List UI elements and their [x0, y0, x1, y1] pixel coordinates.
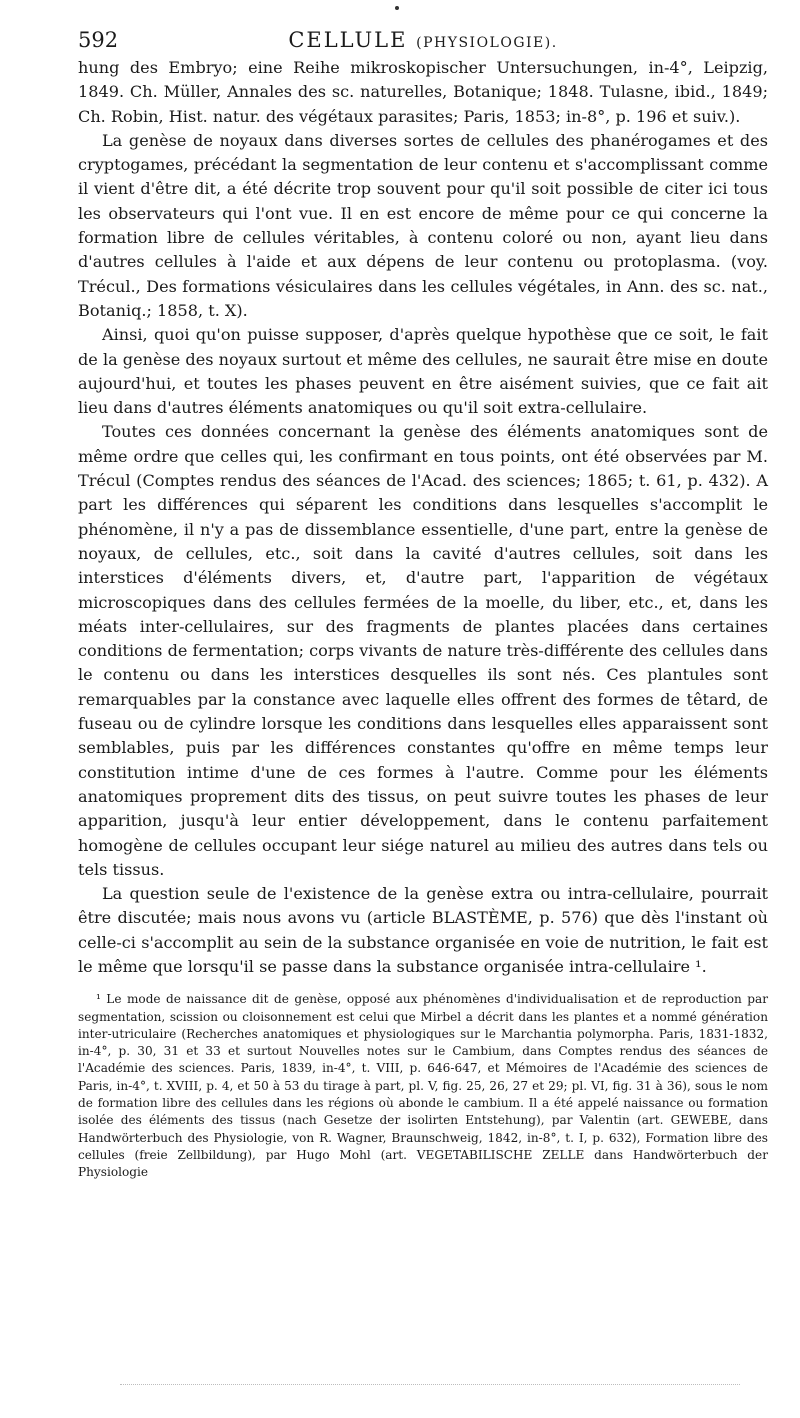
body-text — [78, 56, 768, 979]
paragraph: Toutes ces données concernant la genèse des éléments anatomiques sont de même ordre que celles qui, les confirmant en tous points, ont été observées par M. Trécul (Comptes rendus des séances de l'Acad. des sciences; 1865; t. 61, p. 432). A part les différences qui séparent les conditions dans lesquelles s'accomplit le phénomène, il n'y a pas de dissemblance essentielle, d'une part, entre la genèse de noyaux, de cellules, etc., soit dans la cavité d'autres cellules, soit dans les interstices d'éléments divers, et, d'autre part, l'apparition de végétaux microscopiques dans des cellules fermées de la moelle, du liber, etc., et, dans les méats inter-cellulaires, sur des fragments de plantes placées dans certaines conditions de fermentation; corps vivants de nature très-différente des cellules dans le contenu ou dans les interstices desquelles ils sont nés. Ces plantules sont remarquables par la constance avec laquelle elles offrent des formes de têtard, de fuseau ou de cylindre lorsque les conditions dans lesquelles elles apparaissent sont semblables, puis par les différences constantes qu'offre en même temps leur constitution intime d'une de ces formes à l'autre. Comme pour les éléments anatomiques proprement dits des tissus, on peut suivre toutes les phases de leur apparition, jusqu'à leur entier développement, dans le contenu parfaitement homogène de cellules occupant leur siége naturel au milieu des autres dans tels ou tels tissus. — [78, 422, 768, 879]
running-title — [78, 28, 768, 52]
paragraph: hung des Embryo; eine Reihe mikroskopischer Untersuchungen, in-4°, Leipzig, 1849. Ch. Müller, Annales des sc. naturelles, Botanique; 1848. Tulasne, ibid., 1849; Ch. Robin, Hist. natur. des végétaux parasites; Paris, 1853; in-8°, p. 196 et suiv.). — [78, 58, 768, 126]
paragraph: La genèse de noyaux dans diverses sortes de cellules des phanérogames et des cryptogames, précédant la segmentation de leur contenu et s'accomplissant comme il vient d'être dit, a été décrite trop souvent pour qu'il soit possible de citer ici tous les observateurs qui l'ont vue. Il en est encore de même pour ce qui concerne la formation libre de cellules véritables, à contenu coloré ou non, ayant lieu dans d'autres cellules à l'aide et aux dépens de leur contenu ou protoplasma. (voy. Trécul., Des formations vésiculaires dans les cellules végétales, in Ann. des sc. nat., Botaniq.; 1858, t. X). — [78, 130, 768, 320]
page-bottom-specks — [120, 1384, 740, 1389]
running-header — [78, 20, 768, 56]
paragraph: La question seule de l'existence de la genèse extra ou intra-cellulaire, pourrait être discutée; mais nous avons vu (article BLASTÈME, p. 576) que dès l'instant où celle-ci s'accomplit au sein de la substance organisée en voie de nutrition, le fait est le même que lorsqu'il se passe dans la substance organisée intra-cellulaire ¹. — [78, 884, 768, 976]
running-title-main: CELLULE — [288, 28, 408, 52]
ink-speck — [395, 6, 399, 10]
paragraph: Ainsi, quoi qu'on puisse supposer, d'après quelque hypothèse que ce soit, le fait de la genèse des noyaux surtout et même des cellules, ne saurait être mise en doute aujourd'hui, et toutes les phases peuvent en être aisément suivies, que ce fait ait lieu dans d'autres éléments anatomiques ou qu'il soit extra-cellulaire. — [78, 325, 768, 418]
running-title-sub: (PHYSIOLOGIE). — [416, 35, 558, 51]
page — [78, 20, 768, 1182]
page-number: 592 — [78, 28, 119, 52]
footnote: ¹ Le mode de naissance dit de genèse, opposé aux phénomènes d'individualisation et de reproduction par segmentation, scission ou cloisonnement est celui que Mirbel a décrit dans les plantes et a nommé génération inter-utriculaire (Recherches anatomiques et physiologiques sur le Marchantia polymorpha. Paris, 1831-1832, in-4°, p. 30, 31 et 33 et surtout Nouvelles notes sur le Cambium, dans Comptes rendus des séances de l'Académie des sciences. Paris, 1839, in-4°, t. VIII, p. 646-647, et Mémoires de l'Académie des sciences de Paris, in-4°, t. XVIII, p. 4, et 50 à 53 du tirage à part, pl. V, fig. 25, 26, 27 et 29; pl. VI, fig. 31 à 36), sous le nom de formation libre des cellules dans les régions où abonde le cambium. Il a été appelé naissance ou formation isolée des éléments des tissus (nach Gesetze der isolirten Entstehung), par Valentin (art. GEWEBE, dans Handwörterbuch des Physiologie, von R. Wagner, Braunschweig, 1842, in-8°, t. I, p. 632), Formation libre des cellules (freie Zellbildung), par Hugo Mohl (art. VEGETABILISCHE ZELLE dans Handwörterbuch der Physiologie — [78, 992, 768, 1180]
footnote-separator — [78, 979, 768, 991]
